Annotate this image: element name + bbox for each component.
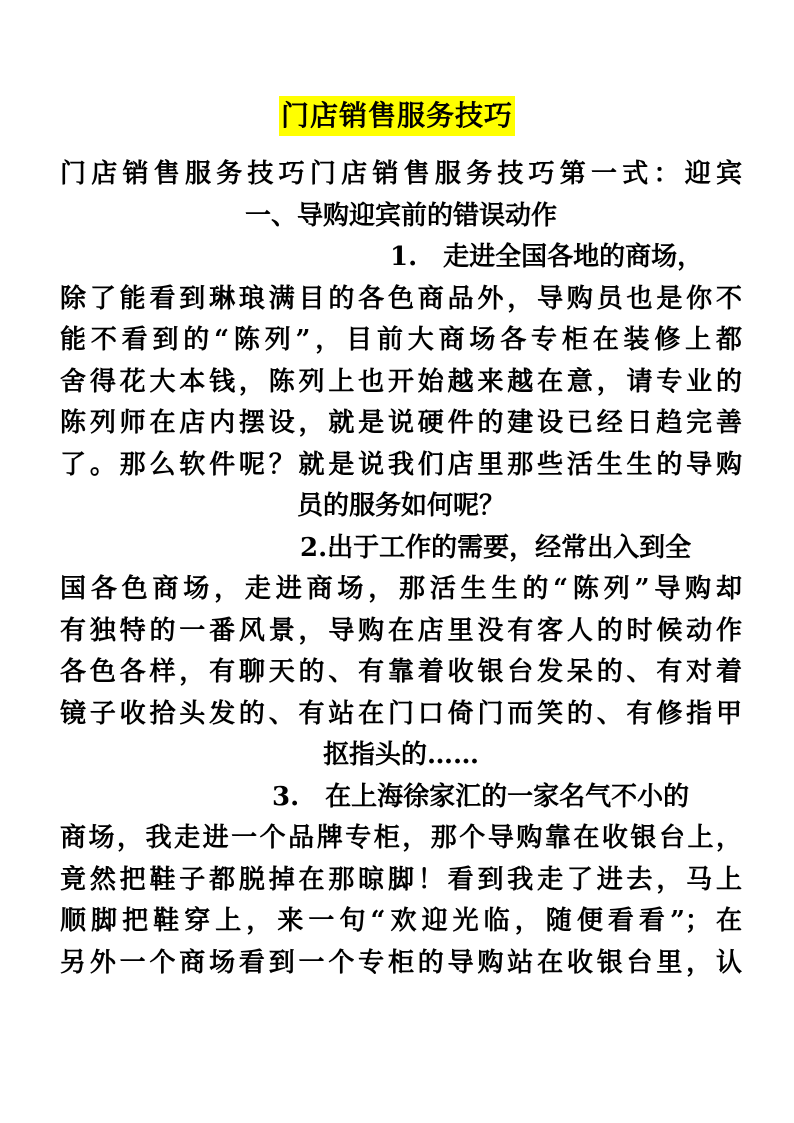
paragraph-line: 商场，我走进一个品牌专柜，那个导购靠在收银台上， xyxy=(60,823,742,853)
title-container xyxy=(0,96,794,136)
paragraph-line: 有独特的一番风景，导购在店里没有客人的时候动作 xyxy=(60,615,742,646)
document-body xyxy=(60,154,742,984)
paragraph-line: 能不看到的“陈列”，目前大商场各专柜在装修上都 xyxy=(60,325,742,355)
paragraph-line: 竟然把鞋子都脱掉在那晾脚！看到我走了进去，马上 xyxy=(60,864,742,895)
paragraph-line: 顺脚把鞋穿上，来一句“欢迎光临，随便看看”；在 xyxy=(60,906,742,936)
section-heading: 一、导购迎宾前的错误动作 xyxy=(244,200,557,231)
paragraph-line-end: 抠指头的…… xyxy=(322,740,479,770)
heading-line: 门店销售服务技巧门店销售服务技巧第一式：迎宾 xyxy=(60,159,742,189)
paragraph-line: 陈列师在店内摆设，就是说硬件的建设已经日趋完善 xyxy=(60,408,742,438)
paragraph-line: 国各色商场，走进商场，那活生生的“陈列”导购却 xyxy=(60,574,742,604)
paragraph-line: 各色各样，有聊天的、有靠着收银台发呆的、有对着 xyxy=(60,657,742,687)
paragraph-3-start: 3. 在上海徐家汇的一家名气不小的 xyxy=(272,781,690,812)
paragraph-1-start: 1. 走进全国各地的商场， xyxy=(390,242,704,272)
paragraph-line: 除了能看到琳琅满目的各色商品外，导购员也是你不 xyxy=(60,283,742,314)
paragraph-2-start: 2.出于工作的需要，经常出入到全 xyxy=(300,532,692,563)
document-title: 门店销售服务技巧 xyxy=(279,96,515,136)
paragraph-line: 舍得花大本钱，陈列上也开始越来越在意，请专业的 xyxy=(60,366,742,397)
paragraph-line: 另外一个商场看到一个专柜的导购站在收银台里，认 xyxy=(60,947,742,978)
paragraph-line: 镜子收拾头发的、有站在门口倚门而笑的、有修指甲 xyxy=(60,698,742,729)
paragraph-line: 了。那么软件呢？就是说我们店里那些活生生的导购 xyxy=(60,449,742,480)
paragraph-line-end: 员的服务如何呢？ xyxy=(296,491,505,521)
